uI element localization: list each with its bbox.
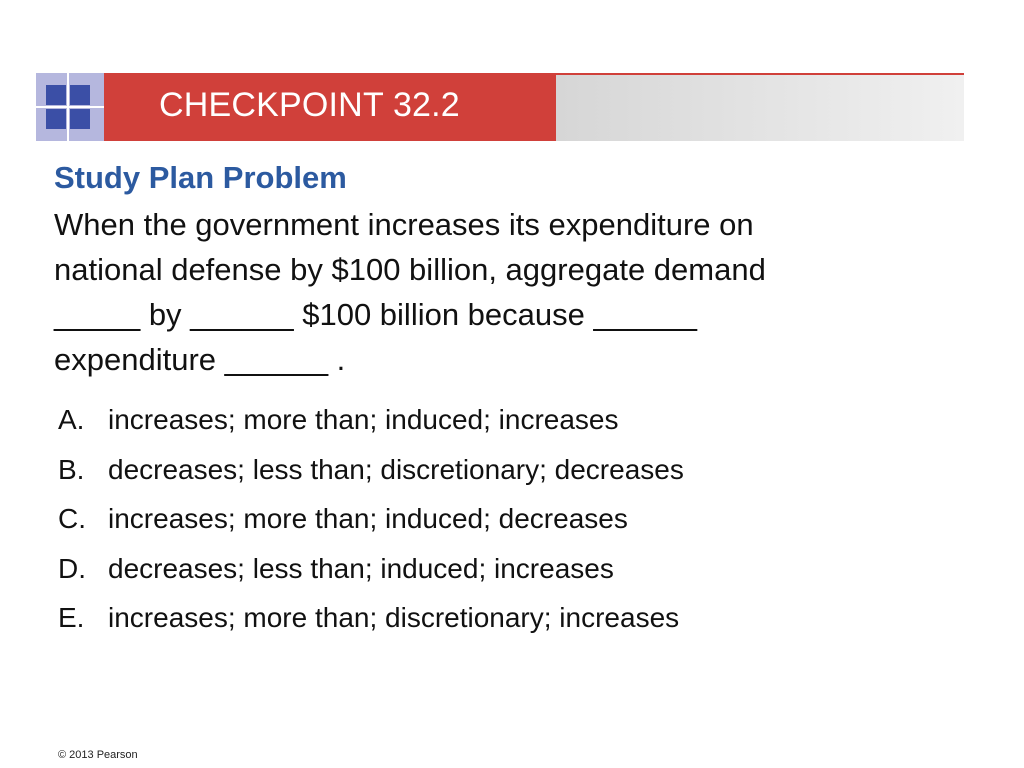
- logo-square: [70, 85, 90, 105]
- grid-logo-icon: [36, 73, 104, 141]
- slide-title: CHECKPOINT 32.2: [159, 86, 460, 124]
- option-letter: A.: [58, 404, 85, 435]
- option-d: [58, 547, 684, 597]
- option-text: decreases; less than; discretionary; decreases: [108, 453, 684, 485]
- option-text: increases; more than; induced; decreases: [108, 503, 628, 534]
- logo-square: [70, 109, 90, 129]
- question-line: _____ by ______ $100 billion because ______: [54, 297, 697, 332]
- option-letter: E.: [58, 602, 85, 633]
- question-line: expenditure ______ .: [54, 342, 346, 377]
- copyright-footer: © 2013 Pearson: [58, 749, 138, 761]
- logo-square: [46, 85, 66, 105]
- logo-divider: [36, 106, 104, 108]
- option-letter: B.: [58, 453, 85, 485]
- option-b: [58, 448, 684, 498]
- option-letter: C.: [58, 503, 86, 534]
- option-text: decreases; less than; induced; increases: [108, 552, 614, 584]
- option-letter: D.: [58, 552, 86, 584]
- question-line: When the government increases its expenditure on: [54, 207, 754, 242]
- option-e: [58, 596, 684, 646]
- question-line: national defense by $100 billion, aggregate demand: [54, 252, 766, 287]
- header-gradient-band: [556, 73, 964, 141]
- option-text: increases; more than; discretionary; increases: [108, 602, 680, 633]
- option-text: increases; more than; induced; increases: [108, 404, 619, 435]
- logo-square: [46, 109, 66, 129]
- option-c: [58, 497, 684, 547]
- header-top-rule: [556, 73, 964, 75]
- title-band: [104, 73, 556, 141]
- option-a: [58, 398, 684, 448]
- slide-header: [36, 73, 964, 141]
- answer-options: [58, 398, 684, 646]
- question-text: [54, 202, 954, 382]
- problem-subtitle: Study Plan Problem: [54, 160, 347, 195]
